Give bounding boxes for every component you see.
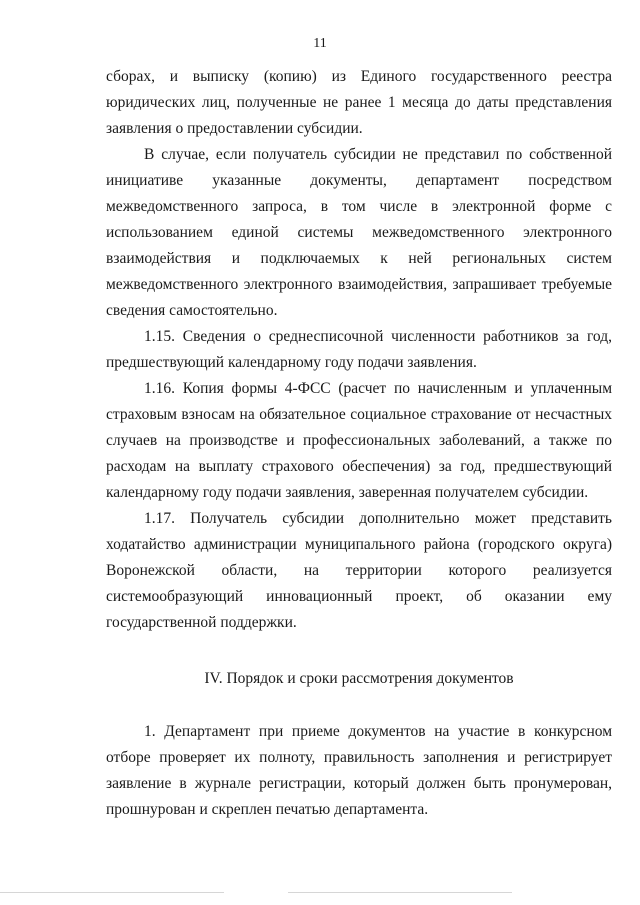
paragraph-1-16: 1.16. Копия формы 4-ФСС (расчет по начисленным и уплаченным страховым взносам на обязательное социальное страхование от несчастных случаев на производстве и профессиональных заболеваний, а также по расходам на выплату страхового обеспечения) за год, предшествующий календарному году подачи заявления, заверенная получателем субсидии. — [106, 380, 612, 501]
paragraph-extract-continuation: сборах, и выписку (копию) из Единого государственного реестра юридических лиц, полученные не ранее 1 месяца до даты представления заявления о предоставлении субсидии. — [106, 68, 612, 137]
paragraph-1-15: 1.15. Сведения о среднесписочной численности работников за год, предшествующий календарному году подачи заявления. — [106, 328, 612, 371]
paragraph-interagency-request: В случае, если получатель субсидии не представил по собственной инициативе указанные документы, департамент посредством межведомственного запроса, в том числе в электронной форме с использованием единой системы межведомственного электронного взаимодействия и подключаемых к ней региональных систем межведомственного электронного взаимодействия, запрашивает требуемые сведения самостоятельно. — [106, 146, 612, 319]
paragraph-1-17: 1.17. Получатель субсидии дополнительно может представить ходатайство администрации муниципального района (городского округа) Воронежской области, на территории которого реализуется системообразующий инновационный проект, об оказании ему государственной поддержки. — [106, 510, 612, 631]
document-body — [106, 64, 612, 823]
page-number: 11 — [313, 36, 327, 51]
section-heading: IV. Порядок и сроки рассмотрения документов — [204, 670, 514, 687]
paragraph-section-4-1: 1. Департамент при приеме документов на участие в конкурсном отборе проверяет их полноту, правильность заполнения и регистрирует заявление в журнале регистрации, который должен быть пронумерован, прошнурован и скреплен печатью департамента. — [106, 723, 612, 818]
bottom-scan-edge — [0, 892, 640, 893]
